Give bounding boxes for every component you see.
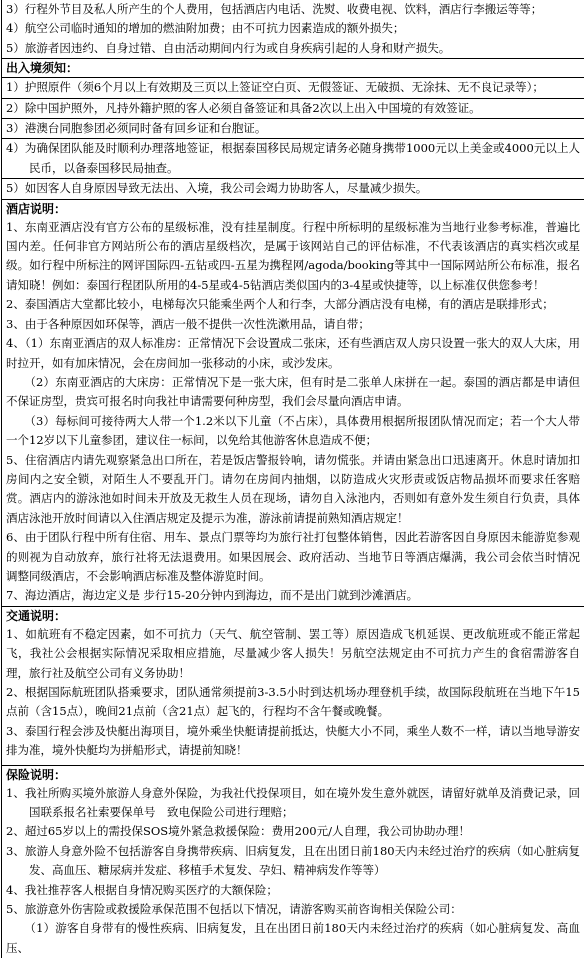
section-title-hotel: 酒店说明：: [6, 201, 67, 216]
entry-exit-item-4: 4）为确保团队能及时顺利办理落地签证，根据泰国移民局规定请务必随身携带1000元以上美金或4000元以上人民币，以备泰国移民局抽查。: [2, 139, 584, 179]
entry-exit-item-1: 1）护照原件（须6个月以上有效期及三页以上签证空白页、无假签证、无破损、无涂抹、无不良记录等）；: [2, 78, 584, 98]
hotel-note-7: 7、海边酒店，海边定义是 步行15-20分钟内到海边，而不是出门就到沙滩酒店。: [6, 588, 419, 603]
entry-exit-item-2: 2）除中国护照外，凡持外籍护照的客人必须自备签证和具备2次以上出入中国境的有效签证。: [2, 99, 584, 119]
hotel-section: [2, 199, 584, 606]
hotel-note-4-3: （3）每标间可接待两大人带一个1.2米以下儿童（不占床），具体费用根据所报团队情况而定；若一个大人带一个12岁以下儿童参团，建议住一标间，以免给其他游客休息造成不便；: [6, 413, 580, 448]
section-title-transport: 交通说明：: [6, 608, 67, 623]
entry-exit-item-3: 3）港澳台同胞参团必须同时备有回乡证和台胞证。: [2, 119, 584, 139]
insurance-item-4: 4、我社推荐客人根据自身情况购买医疗的大额保险；: [6, 882, 278, 897]
insurance-item-1: 1、我社所购买境外旅游人身意外保险，为我社代投保项目，如在境外发生意外就医，请留好就单及消费记录，回国联系报名社索要保单号 致电保险公司进行理赔；: [6, 785, 580, 820]
document: [1, 0, 584, 958]
hotel-note-5: 5、住宿酒店内请先观察紧急出口所在，若是饭店警报铃响，请勿慌张。并请由紧急出口迅速离开。休息时请加扣房间内之安全锁，对陌生人不要乱开门。请勿在房间内抽烟，以防造成火灾形责或饭店物品损坏而要求任客赔赏。酒店内的游泳池如时间未开放及无救生人员在现场，请勿自入泳池内，否则如有意外发生须自行负责，具体酒店泳池开放时间请以入住酒店规定及提示为准，游泳前请提前熟知酒店规定！: [6, 452, 580, 525]
entry-exit-item-5: 5）如因客人自身原因导致无法出、入境，我公司会竭力协助客人，尽量减少损失。: [6, 181, 428, 196]
transport-note-2: 2、根据国际航班团队搭乘要求，团队通常须提前3-3.5小时到达机场办理登机手续，故国际段航班在当地下午15点前（含15点），晚间21点前（含21点）起飞的，行程均不含午餐或晚餐。: [6, 685, 580, 719]
exclusion-item-3: 3）行程外节目及私人所产生的个人费用，包括酒店内电话、洗熨、收费电视、饮料，酒店行李搬运等等；: [6, 2, 543, 16]
hotel-note-2: 2、泰国酒店大堂都比较小，电梯每次只能乘坐两个人和行李，大部分酒店没有电梯，有的酒店是联排形式；: [6, 297, 554, 312]
entry-exit-section: [2, 58, 584, 198]
transport-note-3: 3、泰国行程会涉及快艇出海项目，境外乘坐快艇请提前抵达，快艇大小不同，乘坐人数不一样，请以当地导游安排为准，境外快艇均为拼船形式，请提前知晓！: [6, 723, 580, 758]
insurance-item-5-1: （1）游客自身带有的慢性疾病、旧病复发，且在出团日前180天内未经过治疗的疾病（如心脏病复发、高血压、: [6, 921, 580, 955]
section-title-entry-exit: 出入境须知：: [2, 59, 584, 78]
fee-exclusions-continued: [2, 0, 584, 58]
hotel-note-3: 3、由于各种原因如环保等，酒店一般不提供一次性洗漱用品，请自带；: [6, 316, 370, 331]
transport-section: [2, 606, 584, 765]
hotel-note-4: 4、（1）东南亚酒店的双人标准房：正常情况下会设置成二张床，还有些酒店双人房只设置一张大的双人大床，用时拉开，如有加床情况，会在房间加一张移动的小床，或沙发床。: [6, 336, 580, 370]
insurance-item-2: 2、超过65岁以上的需投保SOS境外紧急救援保险：费用200元/人自理，我公司协助办理！: [6, 824, 470, 839]
insurance-item-5: 5、旅游意外伤害险或救援险承保范围不包括以下情况，请游客购买前咨询相关保险公司：: [6, 902, 462, 917]
exclusion-item-5: 5）旅游者因违约、自身过错、自由活动期间内行为或自身疾病引起的人身和财产损失。: [6, 40, 451, 55]
hotel-note-4-2: （2）东南亚酒店的大床房：正常情况下是一张大床，但有时是二张单人床拼在一起。泰国的酒店都是申请但不保证房型，贵宾可报名时向我社申请需要何种房型，我们会尽量向酒店申请。: [6, 374, 580, 409]
transport-note-1: 1、如航班有不稳定因素，如不可抗力（天气、航空管制、罢工等）原因造成飞机延误、更改航班或不能正常起飞，我社公会根据实际情况采取相应措施，尽量减少客人损失！另航空法规定由不可抗力产生的食宿需游客自理，旅行社及航空公司有义务协助！: [6, 626, 580, 680]
exclusion-item-4: 4）航空公司临时通知的增加的燃油附加费；由不可抗力因素造成的额外损失；: [6, 21, 405, 36]
hotel-note-1: 1、东南亚酒店没有官方公布的星级标准，没有挂星制度。行程中所标明的星级标准为当地行业参考标准，普遍比国内差。任何非官方网站所公布的酒店星级档次，是属于该网站自己的评估标准，不代表该酒店的真实档次或星级。如行程中所标注的网评国际四-五钻或四-五星为携程网/agoda/booking等其中一国际网站所公布标准，报名请知晓！例如：泰国行程团队所用的4-5星或4-5钻酒店类似国内的3-4星或快捷等，以上标准仅供您参考！: [6, 219, 580, 292]
insurance-item-3: 3、旅游人身意外险不包括游客自身携带疾病、旧病复发，且在出团日前180天内未经过治疗的疾病（如心脏病复发、高血压、糖尿病并发症、移植手术复发、孕妇、精神病发作等等）: [6, 843, 580, 878]
insurance-section: [2, 765, 584, 958]
hotel-note-6: 6、由于团队行程中所有住宿、用车、景点门票等均为旅行社打包整体销售，因此若游客因自身原因未能游览参观的则视为自动放弃，旅行社将无法退费用。如果因展会、政府活动、当地节日等酒店爆满，我公司会依当时情况调整同级酒店，不会影响酒店标准及整体游览时间。: [6, 530, 580, 583]
section-title-insurance: 保险说明：: [6, 767, 67, 782]
